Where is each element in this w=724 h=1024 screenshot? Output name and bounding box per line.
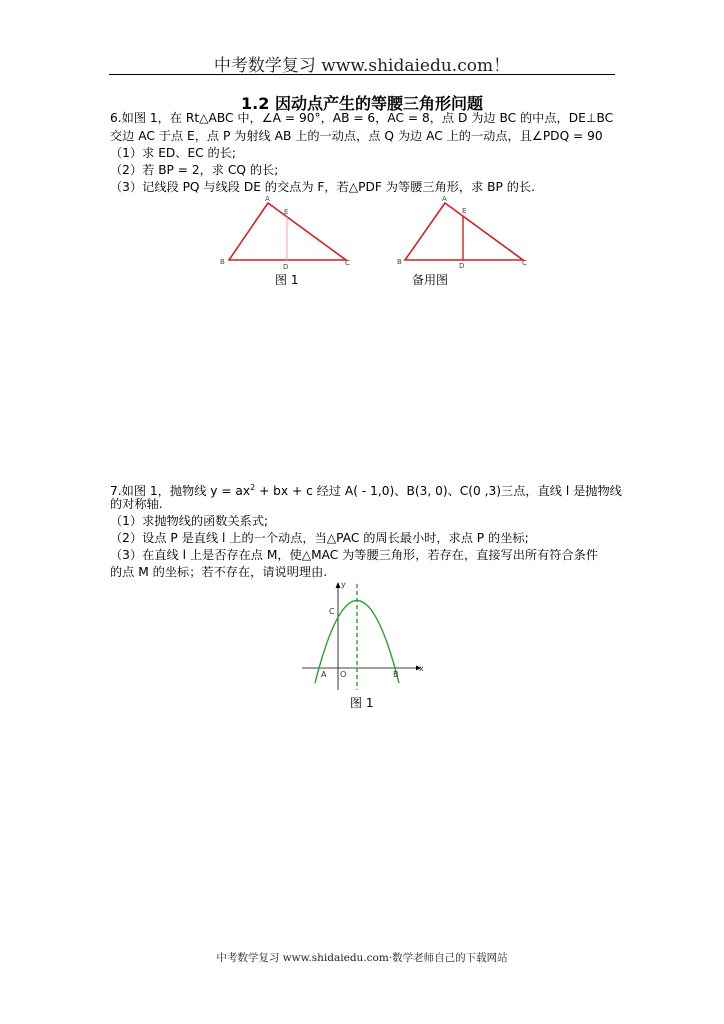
problem7-line-2: 的对称轴. — [110, 497, 163, 511]
label-b: B — [393, 670, 399, 679]
header-rule — [109, 74, 615, 75]
label-e: E — [462, 207, 467, 215]
problem6-line-1: 6.如图 1，在 Rt△ABC 中，∠A = 90°，AB = 6，AC = 8，点 D 为边 BC 的中点，DE⊥BC — [110, 111, 614, 125]
problem7-question-2: （2）设点 P 是直线 l 上的一个动点，当△PAC 的周长最小时，求点 P 的坐标; — [110, 531, 529, 545]
y-axis-arrow — [336, 582, 341, 588]
problem7-figure-caption: 图 1 — [350, 696, 374, 710]
problem7-line-1 — [110, 479, 622, 500]
label-b: B — [397, 258, 402, 266]
problem6-figure1 — [220, 195, 360, 270]
label-b: B — [220, 258, 225, 266]
figure1-caption: 图 1 — [275, 273, 299, 287]
problem7-line-1-pre: 7.如图 1，抛物线 y = ax — [110, 484, 251, 499]
section-title: 1.2 因动点产生的等腰三角形问题 — [241, 94, 483, 113]
problem6-line-2: 交边 AC 于点 E，点 P 为射线 AB 上的一动点，点 Q 为边 AC 上的一动点，且∠PDQ = 90 — [110, 129, 603, 143]
label-x: x — [419, 664, 424, 673]
problem7-question-3-cont: 的点 M 的坐标；若不存在，请说明理由. — [110, 565, 328, 579]
label-a: A — [265, 195, 270, 203]
page-header: 中考数学复习 www.shidaiedu.com！ — [213, 56, 511, 76]
problem7-line-1-post: + bx + c 经过 A( - 1,0)、B(3, 0)、C(0 ,3)三点，直线 l 是抛物线 — [255, 484, 622, 499]
label-a: A — [442, 195, 447, 203]
problem7-question-1: （1）求抛物线的函数关系式; — [110, 514, 269, 528]
problem6-question-2: （2）若 BP = 2，求 CQ 的长; — [110, 163, 279, 177]
problem7-figure — [296, 578, 436, 693]
problem6-question-1: （1）求 ED、EC 的长; — [110, 146, 237, 160]
page-footer: 中考数学复习 www.shidaiedu.com·数学老师自己的下载网站 — [216, 952, 508, 964]
problem6-question-3: （3）记线段 PQ 与线段 DE 的交点为 F，若△PDF 为等腰三角形，求 BP 的长. — [110, 180, 535, 194]
problem6-spare-figure — [397, 195, 537, 270]
label-c: C — [522, 259, 527, 267]
label-c: C — [345, 259, 350, 267]
label-e: E — [284, 208, 289, 216]
label-o: O — [340, 670, 347, 679]
label-d: D — [459, 262, 465, 270]
label-c: C — [329, 607, 335, 616]
label-d: D — [283, 263, 289, 271]
label-y: y — [341, 580, 346, 589]
spare-figure-caption: 备用图 — [412, 273, 449, 287]
label-a: A — [321, 670, 327, 679]
exponent: 2 — [250, 483, 256, 492]
problem7-question-3: （3）在直线 l 上是否存在点 M，使△MAC 为等腰三角形，若存在，直接写出所有符合条件 — [110, 548, 599, 562]
